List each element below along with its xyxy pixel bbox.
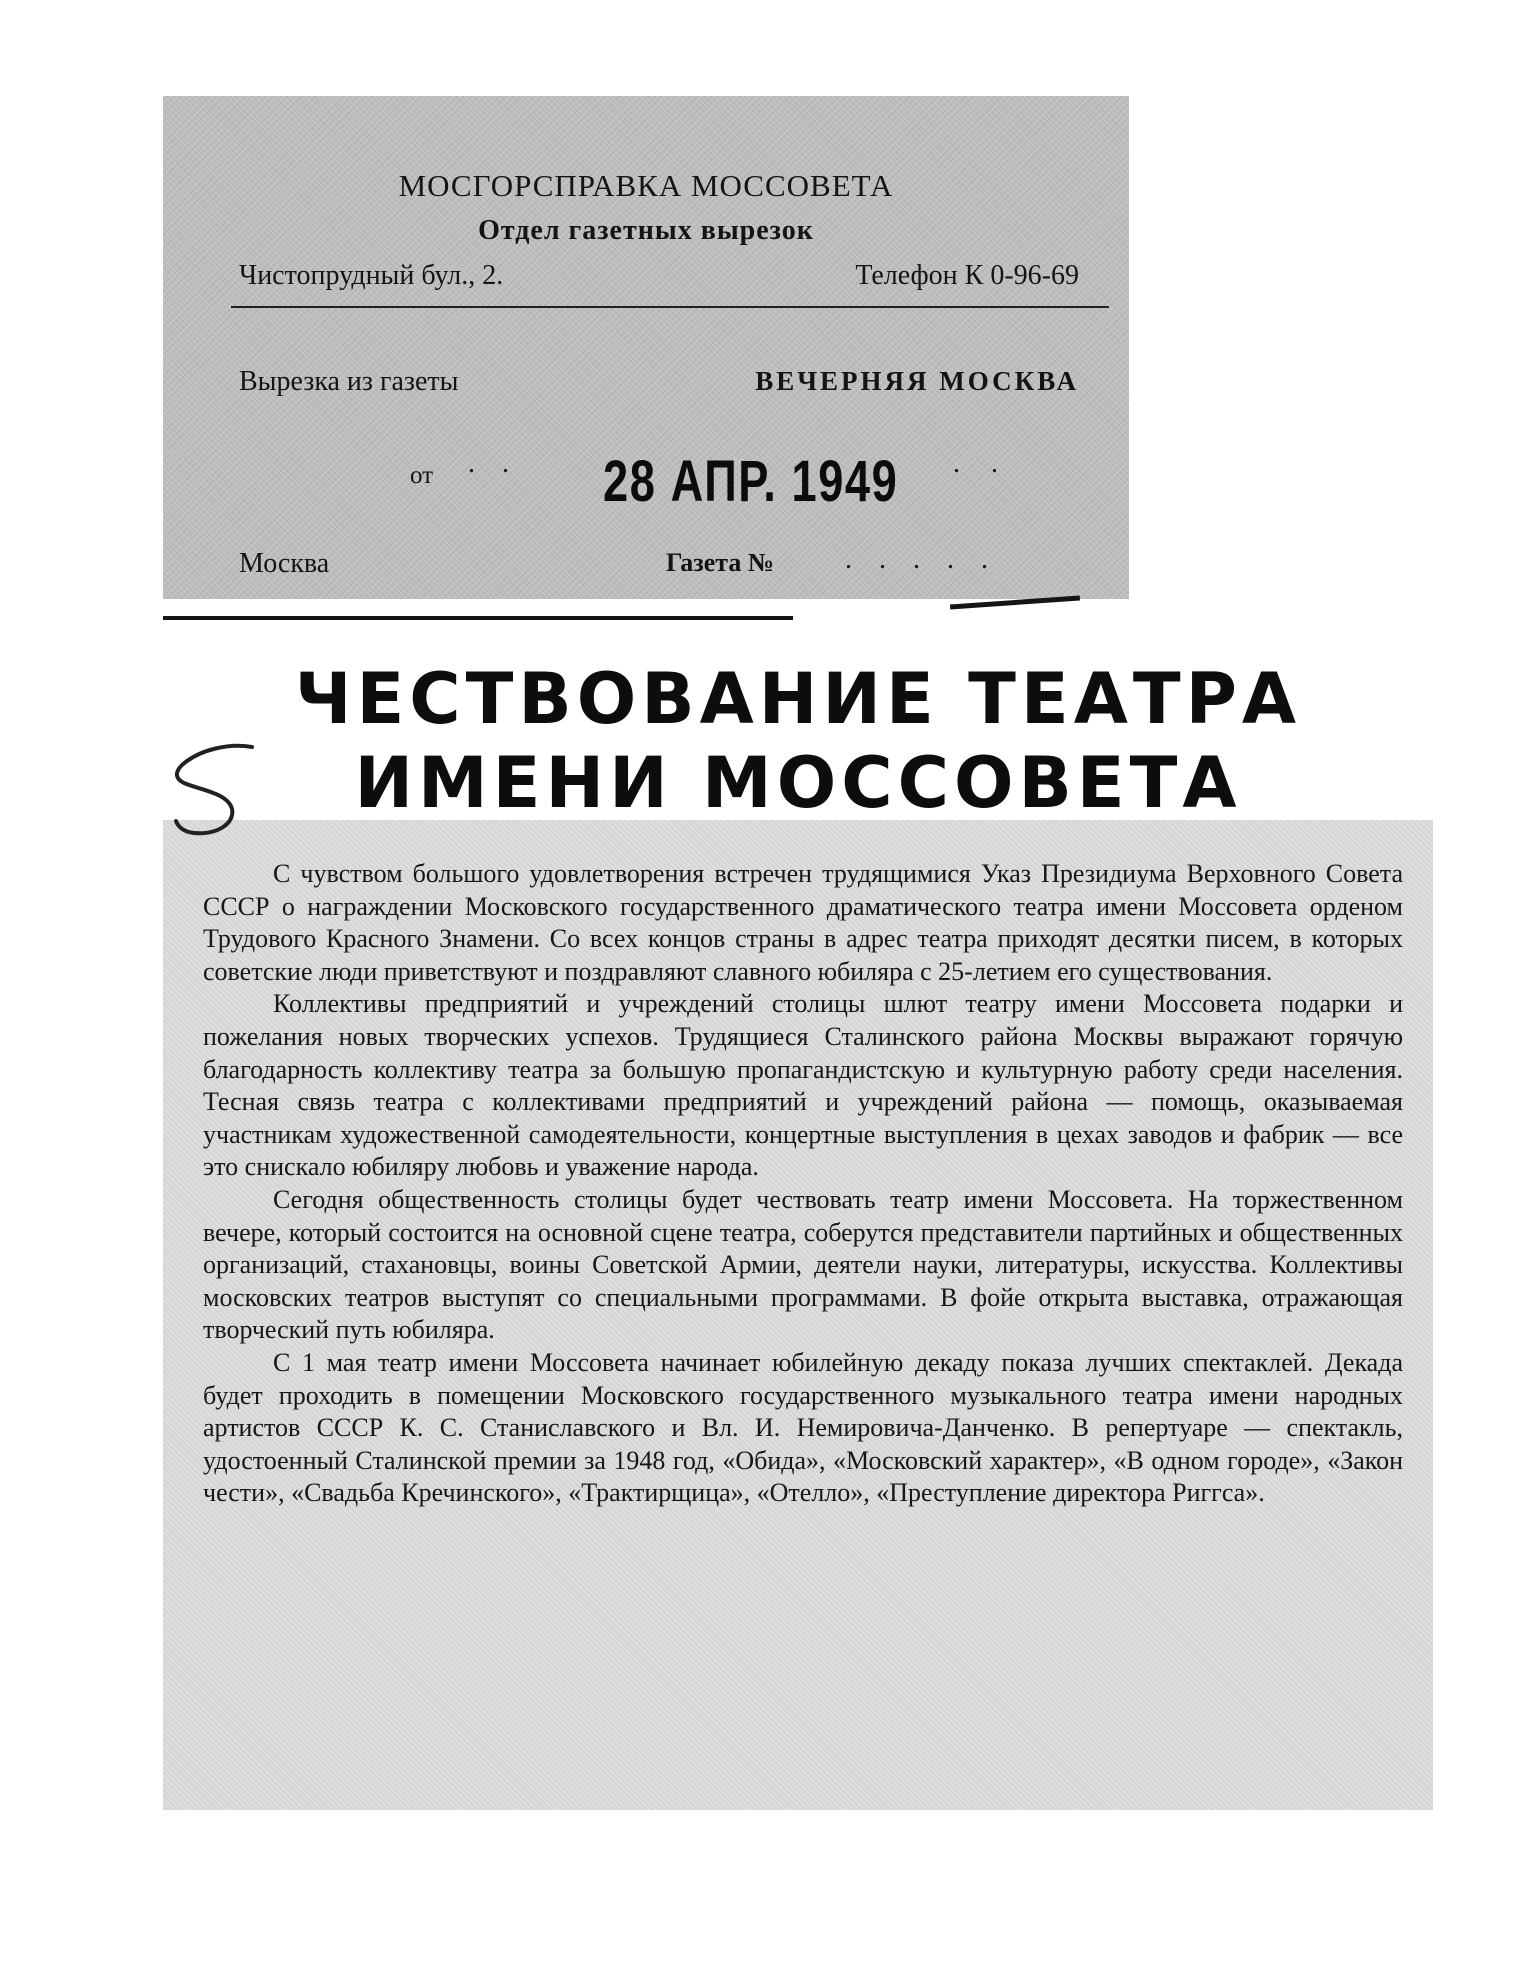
date-stamp: 28 АПР. 1949 <box>603 449 899 514</box>
card-divider <box>231 306 1109 308</box>
agency-name: МОСГОРСПРАВКА МОССОВЕТА <box>398 168 894 203</box>
date-label: от <box>410 462 434 489</box>
article-paragraph: Коллективы предприятий и учреждений столицы шлют театру имени Моссовета подарки и пожелания новых творческих успехов. Трудящиеся Сталинского района Москвы выражают горячую благодарность коллективу театра за большую пропагандистскую и культурную работу среди населения. Тесная связь театра с коллективами предприятий и учреждений района — помощь, оказываемая участникам художественной самодеятельности, концертные выступления в цехах заводов и фабрик — все это снискало юбиляру любовь и уважение народа. <box>203 989 1403 1182</box>
article-paragraph: С 1 мая театр имени Моссовета начинает юбилейную декаду показа лучших спектаклей. Декада будет проходить в помещении Московского государственного музыкального театра имени народных артистов СССР К. С. Станиславского и Вл. И. Немировича-Данченко. В репертуаре — спектакль, удостоенный Сталинской премии за 1948 год, «Обида», «Московский характер», «В одном городе», «Закон чести», «Свадьба Кречинского», «Трактирщица», «Отелло», «Преступление директора Риггса». <box>203 1347 1403 1508</box>
city-label: Москва <box>239 548 330 579</box>
department-name: Отдел газетных вырезок <box>478 215 814 246</box>
newspaper-article <box>163 630 1433 1810</box>
clipping-edge-rule <box>163 616 793 620</box>
clipping-service-card <box>163 96 1129 599</box>
address: Чистопрудный бул., 2. <box>239 260 504 291</box>
newspaper-name: ВЕЧЕРНЯЯ МОСКВА <box>755 366 1079 396</box>
issue-dots: . . . . . <box>845 544 998 575</box>
article-paragraph: Сегодня общественность столицы будет чествовать театр имени Моссовета. На торжественном вечере, который состоится на основной сцене театра, соберутся представители партийных и общественных организаций, стахановцы, воины Советской Армии, деятели науки, литературы, искусства. Коллективы московских театров выступят со специальными программами. В фойе открыта выставка, отражающая творческий путь юбиляра. <box>203 1184 1403 1345</box>
issue-number-label: Газета № <box>666 548 774 577</box>
date-dots-right: . . <box>953 448 1010 479</box>
handwritten-number-mark <box>160 735 270 845</box>
headline-line-2: ИМЕНИ МОССОВЕТА <box>354 742 1242 824</box>
article-paragraph: С чувством большого удовлетворения встречен трудящимися Указ Президиума Верховного Совета СССР о награждении Московского государственного драматического театра имени Моссовета орденом Трудового Красного Знамени. Со всех концов страны в адрес театра приходят десятки писем, в которых советские люди приветствуют и поздравляют славного юбиляра с 25-летием его существования. <box>203 859 1403 986</box>
date-dots-left: . . <box>468 448 519 479</box>
article-body <box>203 858 1403 1510</box>
phone-number: Телефон К 0-96-69 <box>855 260 1079 291</box>
headline-line-1: ЧЕСТВОВАНИЕ ТЕАТРА <box>294 658 1302 740</box>
clip-label: Вырезка из газеты <box>239 366 459 397</box>
